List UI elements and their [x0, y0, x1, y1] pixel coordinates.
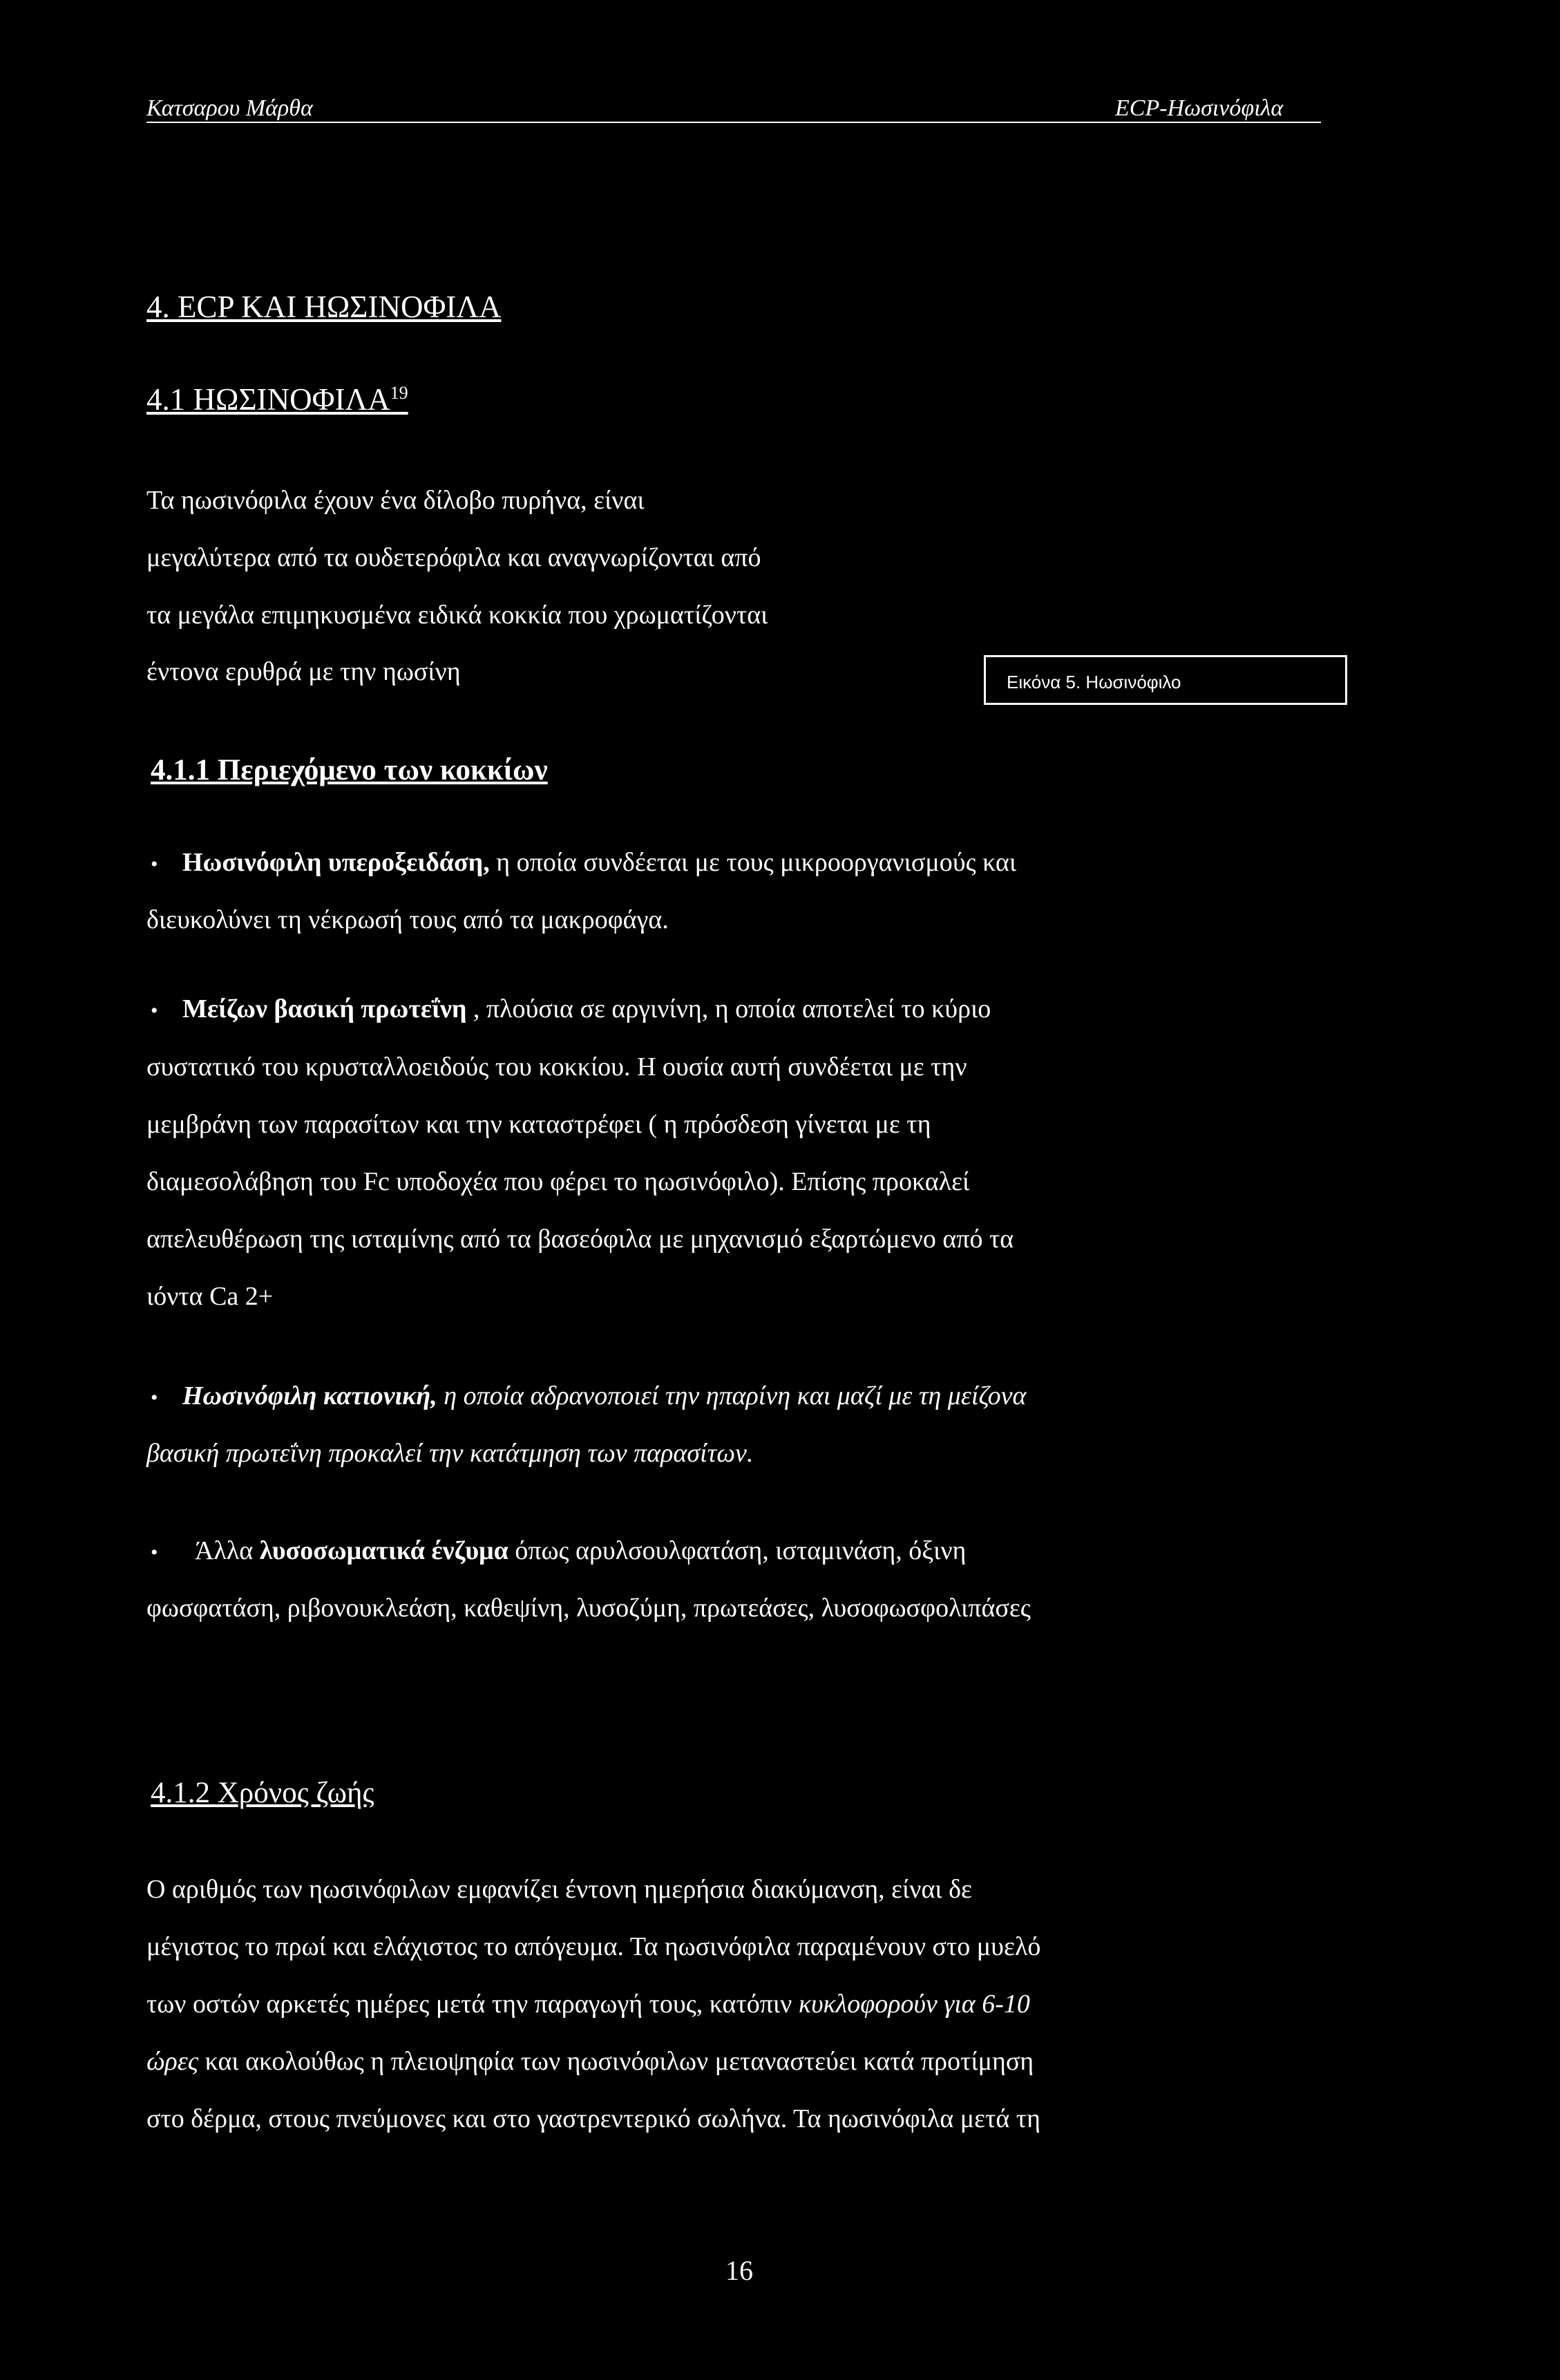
bullet-2: •	[151, 999, 158, 1022]
granules-heading: 4.1.1 Περιεχόμενο των κοκκίων	[151, 754, 548, 786]
lifespan-line-4-text: και ακολούθως η πλειοψηφία των ηωσινόφιλων μεταναστεύει κατά προτίμηση	[198, 2047, 1034, 2076]
granule-item-1	[182, 847, 1016, 878]
lifespan-line-3-text: των οστών αρκετές ημέρες μετά την παραγωγή τους, κατόπιν	[146, 1990, 799, 2019]
lifespan-line-4-italic: ώρες	[146, 2047, 199, 2076]
header-rule	[146, 122, 1321, 123]
granule-item-3-line2: βασική πρωτεΐνη προκαλεί την κατάτμηση των παρασίτων.	[146, 1439, 754, 1468]
granule-item-1-line2: διευκολύνει τη νέκρωσή τους από τα μακροφάγα.	[146, 905, 669, 934]
granule-item-4-text: όπως αρυλσουλφατάση, ισταμινάση, όξινη	[508, 1536, 967, 1565]
lifespan-line-4	[146, 2046, 1034, 2077]
granule-item-2-line6: ιόντα Ca 2+	[146, 1282, 274, 1311]
granule-item-2-text: , πλούσια σε αργινίνη, η οποία αποτελεί το κύριο	[466, 994, 991, 1023]
section-heading: 4. ECP ΚΑΙ ΗΩΣΙΝΟΦΙΛΑ	[146, 290, 502, 324]
lifespan-heading: 4.1.2 Χρόνος ζωής	[151, 1777, 374, 1809]
lifespan-line-3-italic: κυκλοφορούν για 6-10	[798, 1990, 1030, 2019]
granule-item-3-term: Ηωσινόφιλη κατιονική,	[182, 1381, 437, 1410]
granule-item-2-term: Μείζων βασική πρωτεΐνη	[182, 994, 467, 1023]
header-topic: ECP-Ηωσινόφιλα	[1115, 95, 1284, 121]
subsection-heading-text: 4.1 ΗΩΣΙΝΟΦΙΛΑ	[146, 382, 390, 417]
granule-item-2	[182, 994, 991, 1024]
lifespan-line-2: μέγιστος το πρωί και ελάχιστος το απόγευμα. Τα ηωσινόφιλα παραμένουν στο μυελό	[146, 1932, 1041, 1961]
subsection-heading	[146, 381, 408, 417]
granule-item-1-term: Ηωσινόφιλη υπεροξειδάση,	[182, 848, 490, 877]
lifespan-line-5: στο δέρμα, στους πνεύμονες και στο γαστρεντερικό σωλήνα. Τα ηωσινόφιλα μετά τη	[146, 2104, 1040, 2133]
granule-item-3-text: η οποία αδρανοποιεί την ηπαρίνη και μαζί με τη μείζονα	[437, 1381, 1027, 1410]
intro-line-1: Τα ηωσινόφιλα έχουν ένα δίλοβο πυρήνα, είναι	[146, 486, 645, 515]
granule-item-1-text: η οποία συνδέεται με τους μικροοργανισμούς και	[489, 848, 1017, 877]
page-number: 16	[725, 2255, 753, 2286]
lifespan-line-3	[146, 1989, 1030, 2019]
footnote-ref: 19	[390, 383, 408, 403]
intro-line-2: μεγαλύτερα από τα ουδετερόφιλα και αναγνωρίζονται από	[146, 543, 761, 572]
intro-line-3: τα μεγάλα επιμηκυσμένα ειδικά κοκκία που χρωματίζονται	[146, 601, 768, 630]
granule-item-4-pre: Άλλα	[195, 1536, 260, 1565]
header-author: Κατσαρου Μάρθα	[146, 95, 313, 121]
granule-item-4-line2: φωσφατάση, ριβονουκλεάση, καθεψίνη, λυσοζύμη, πρωτεάσες, λυσοφωσφολιπάσες	[146, 1594, 1031, 1623]
lifespan-line-1: Ο αριθμός των ηωσινόφιλων εμφανίζει έντονη ημερήσια διακύμανση, είναι δε	[146, 1875, 972, 1904]
granule-item-2-line3: μεμβράνη των παρασίτων και την καταστρέφει ( η πρόσδεση γίνεται με τη	[146, 1110, 931, 1139]
granule-item-2-line2: συστατικό του κρυσταλλοειδούς του κοκκίου. Η ουσία αυτή συνδέεται με την	[146, 1052, 967, 1082]
bullet-3: •	[151, 1386, 158, 1409]
figure-caption: Εικόνα 5. Ηωσινόφιλο	[1007, 672, 1181, 692]
granule-item-2-line4: διαμεσολάβηση του Fc υποδοχέα που φέρει το ηωσινόφιλο). Επίσης προκαλεί	[146, 1167, 970, 1196]
bullet-1: •	[151, 853, 158, 876]
intro-line-4: έντονα ερυθρά με την ηωσίνη	[146, 657, 461, 686]
bullet-4: •	[151, 1541, 158, 1564]
granule-item-4	[195, 1536, 966, 1566]
granule-item-3	[182, 1381, 1026, 1411]
granule-item-4-term: λυσοσωματικά ένζυμα	[259, 1536, 508, 1565]
granule-item-2-line5: απελευθέρωση της ισταμίνης από τα βασεόφιλα με μηχανισμό εξαρτώμενο από τα	[146, 1225, 1014, 1254]
